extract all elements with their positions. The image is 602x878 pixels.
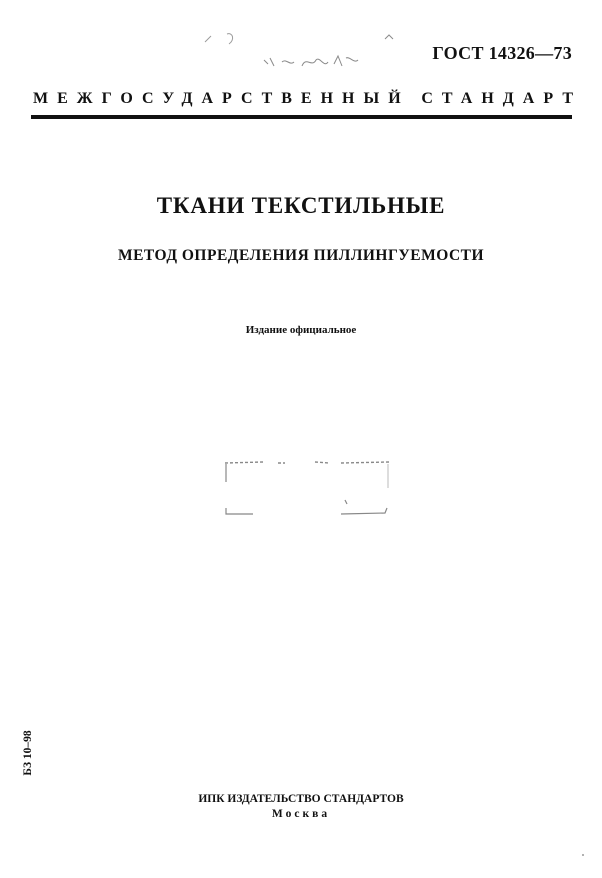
standard-banner (33, 90, 582, 108)
document-subtitle: МЕТОД ОПРЕДЕЛЕНИЯ ПИЛЛИНГУЕМОСТИ (117, 247, 485, 264)
publisher: ИПК ИЗДАТЕЛЬСТВО СТАНДАРТОВ (198, 793, 404, 805)
banner-interstate: МЕЖГОСУДАРСТВЕННЫЙ (33, 90, 410, 107)
side-code: БЗ 10–98 (22, 730, 34, 776)
handwritten-mark (262, 52, 372, 77)
handwritten-mark (383, 31, 397, 46)
document-number: ГОСТ 14326—73 (432, 43, 572, 63)
edition-note: Издание официальное (245, 324, 357, 336)
header-rule (31, 115, 572, 119)
handwritten-mark (203, 30, 243, 51)
banner-standard: СТАНДАРТ (421, 90, 582, 107)
library-stamp (223, 458, 391, 520)
document-title: ТКАНИ ТЕКСТИЛЬНЫЕ (156, 193, 446, 218)
scan-speck (582, 854, 584, 856)
publication-city: Москва (271, 808, 331, 820)
